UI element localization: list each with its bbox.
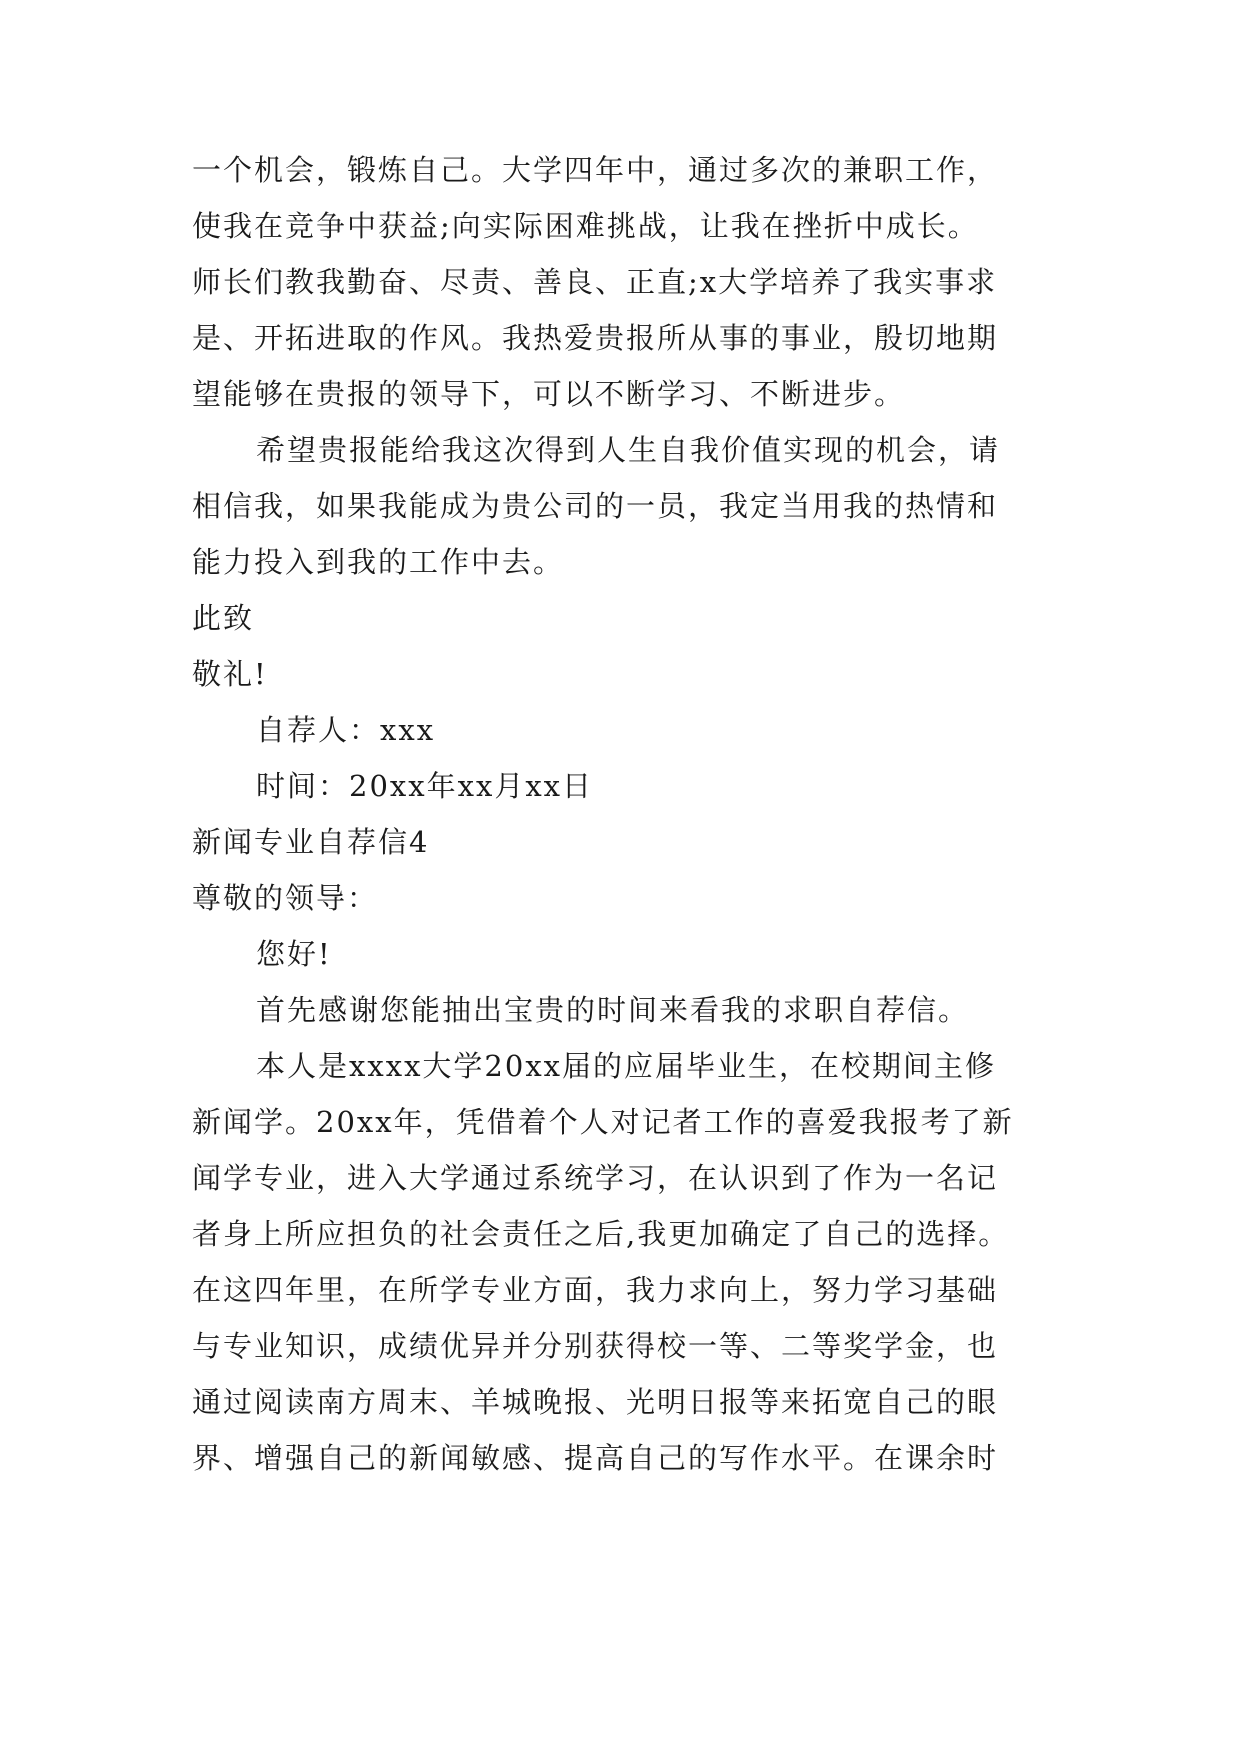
body-line: 使我在竞争中获益;向实际困难挑战，让我在挫折中成长。 <box>192 209 979 243</box>
body-line: 相信我，如果我能成为贵公司的一员，我定当用我的热情和 <box>192 489 999 523</box>
body-line: 希望贵报能给我这次得到人生自我价值实现的机会，请 <box>256 433 1001 467</box>
salutation: 尊敬的领导： <box>192 881 379 915</box>
body-line: 界、增强自己的新闻敏感、提高自己的写作水平。在课余时 <box>192 1441 999 1475</box>
closing-line: 此致 <box>192 601 255 635</box>
signature-line: 自荐人：xxx <box>256 713 436 747</box>
body-line: 新闻学。20xx年，凭借着个人对记者工作的喜爱我报考了新 <box>192 1105 1014 1139</box>
body-line: 本人是xxxx大学20xx届的应届毕业生，在校期间主修 <box>256 1049 997 1083</box>
body-line: 通过阅读南方周末、羊城晚报、光明日报等来拓宽自己的眼 <box>192 1385 999 1419</box>
body-line: 一个机会，锻炼自己。大学四年中，通过多次的兼职工作， <box>192 153 999 187</box>
body-line: 望能够在贵报的领导下，可以不断学习、不断进步。 <box>192 377 906 411</box>
body-line: 师长们教我勤奋、尽责、善良、正直;x大学培养了我实事求 <box>192 265 998 299</box>
body-line: 在这四年里，在所学专业方面，我力求向上，努力学习基础 <box>192 1273 999 1307</box>
body-line: 者身上所应担负的社会责任之后,我更加确定了自己的选择。 <box>192 1217 1010 1251</box>
body-line: 首先感谢您能抽出宝贵的时间来看我的求职自荐信。 <box>256 993 970 1027</box>
closing-salute: 敬礼! <box>192 657 268 691</box>
date-line: 时间：20xx年xx月xx日 <box>256 769 594 803</box>
body-line: 能力投入到我的工作中去。 <box>192 545 565 579</box>
body-line: 是、开拓进取的作风。我热爱贵报所从事的事业，殷切地期 <box>192 321 999 355</box>
section-title: 新闻专业自荐信4 <box>192 825 430 859</box>
body-line: 与专业知识，成绩优异并分别获得校一等、二等奖学金，也 <box>192 1329 999 1363</box>
greeting: 您好! <box>256 937 332 971</box>
body-line: 闻学专业，进入大学通过系统学习，在认识到了作为一名记 <box>192 1161 999 1195</box>
